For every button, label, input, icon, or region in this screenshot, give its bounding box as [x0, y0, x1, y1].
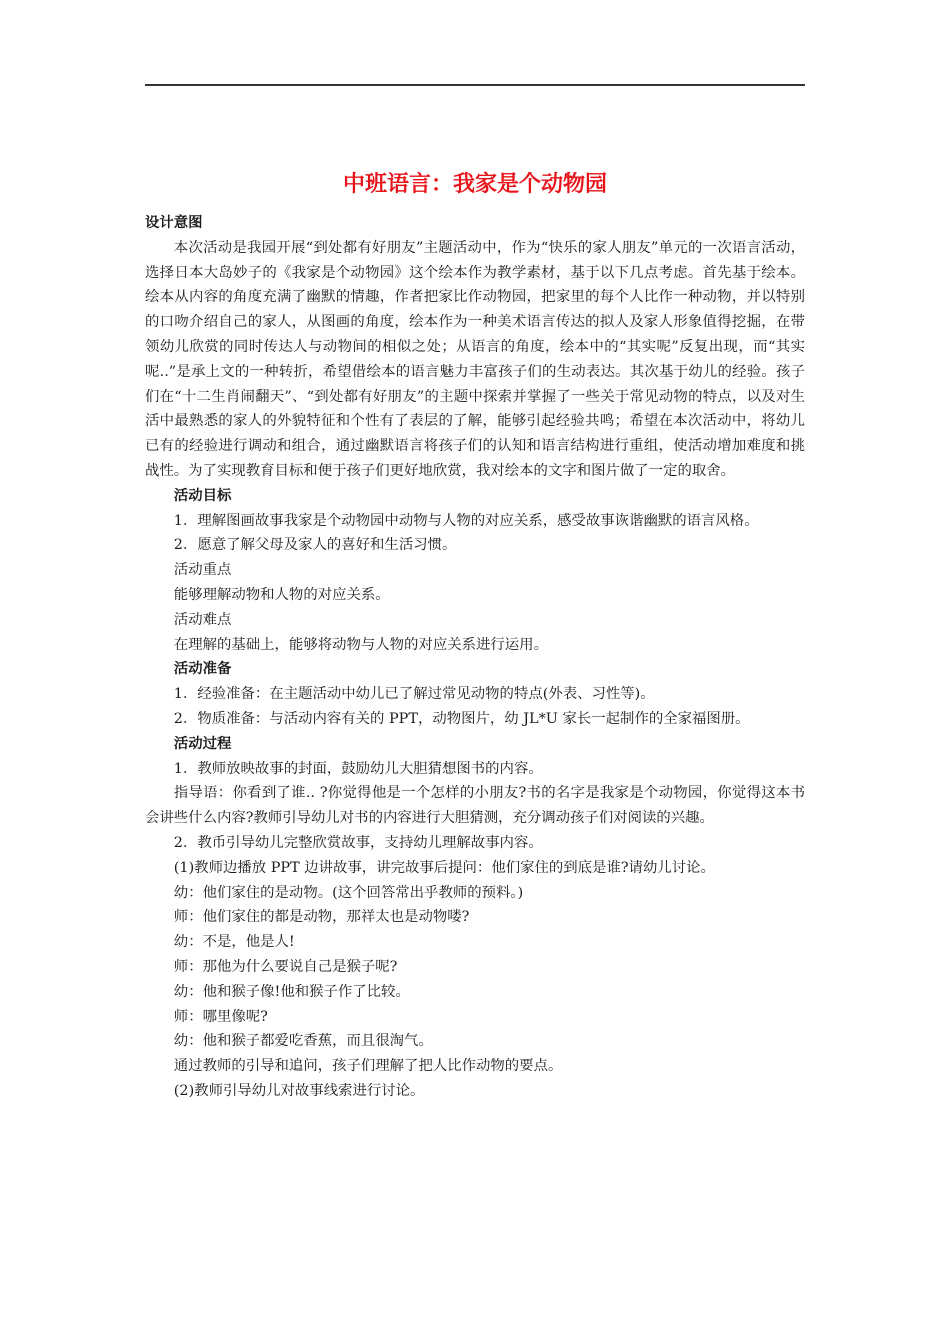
section-heading-focus: 活动重点: [173, 562, 232, 579]
process-substep-1: (1)教师边播放 PPT 边讲故事，讲完故事后提问：他们家住的到底是谁?请幼儿讨论。: [173, 859, 715, 876]
document-body: [145, 211, 805, 1104]
document-title: 中班语言：我家是个动物园: [342, 172, 607, 197]
summary-text: 通过教师的引导和追问，孩子们理解了把人比作动物的要点。: [173, 1058, 563, 1075]
dialogue-line: 幼：他和猴子都爱吃香蕉，而且很淘气。: [173, 1033, 433, 1050]
dialogue-line: 幼：不是，他是人!: [173, 934, 295, 951]
process-substep-2: (2)教师引导幼儿对故事线索进行讨论。: [173, 1082, 425, 1099]
section-heading-goals: 活动目标: [173, 486, 232, 504]
process-step-1: 1．教师放映故事的封面，鼓励幼儿大胆猜想图书的内容。: [173, 760, 543, 777]
goal-item-2: 2．愿意了解父母及家人的喜好和生活习惯。: [173, 537, 457, 554]
focus-text: 能够理解动物和人物的对应关系。: [173, 586, 390, 603]
dialogue-line: 师：他们家住的都是动物，那祥太也是动物喽?: [173, 909, 470, 926]
section-heading-preparation: 活动准备: [173, 660, 232, 678]
difficulty-text: 在理解的基础上，能够将动物与人物的对应关系进行运用。: [173, 636, 548, 653]
process-step-2: 2．教币引导幼儿完整欣赏故事，支持幼儿理解故事内容。: [173, 834, 543, 851]
header-rule: [145, 84, 805, 86]
section-heading-process: 活动过程: [173, 734, 232, 752]
dialogue-line: 幼：他们家住的是动物。(这个回答常出乎教师的预料。): [173, 884, 524, 901]
preparation-item-1: 1．经验准备：在主题活动中幼儿已了解过常见动物的特点(外表、习性等)。: [173, 686, 655, 703]
dialogue-line: 师：哪里像呢?: [173, 1008, 268, 1025]
guidance-text: 指导语：你看到了谁.. ?你觉得他是一个怎样的小朋友?书的名字是我家是个动物园，你觉得这本书会讲些什么内容?教师引导幼儿对书的内容进行大胆猜测，充分调动孩子们对阅读的兴趣。: [145, 785, 805, 827]
dialogue-line: 师：那他为什么要说自己是猴子呢?: [173, 958, 398, 975]
paragraph-design-intent: 本次活动是我园开展“到处都有好朋友”主题活动中，作为“快乐的家人朋友”单元的一次语言活动，选择日本大岛妙子的《我家是个动物园》这个绘本作为教学素材，基于以下几点考虑。首先基于绘本。绘本从内容的角度充满了幽默的情趣，作者把家比作动物园，把家里的每个人比作一种动物，并以特别的口吻介绍自己的家人，从图画的角度，绘本作为一种美术语言传达的拟人及家人形象值得挖掘，在带领幼儿欣赏的同时传达人与动物间的相似之处；从语言的角度，绘本中的“其实呢”反复出现，而“其实呢..”是承上文的一种转折，希望借绘本的语言魅力丰富孩子们的生动表达。其次基于幼儿的经验。孩子们在“十二生肖闹翻天”、“到处都有好朋友”的主题中探索并掌握了一些关于常见动物的特点，以及对生活中最熟悉的家人的外貌特征和个性有了表层的了解，能够引起经验共鸣；希望在本次活动中，将幼儿已有的经验进行调动和组合，通过幽默语言将孩子们的认知和语言结构进行重组，使活动增加难度和挑战性。为了实现教育目标和便于孩子们更好地欣赏，我对绘本的文字和图片做了一定的取舍。: [145, 239, 805, 479]
preparation-item-2: 2．物质准备：与活动内容有关的 PPT，动物图片，幼 JL*U 家长一起制作的全家福图册。: [173, 710, 750, 727]
section-heading-design-intent: 设计意图: [145, 214, 203, 231]
dialogue-line: 幼：他和猴子像!他和猴子作了比较。: [173, 983, 410, 1000]
goal-item-1: 1．理解图画故事我家是个动物园中动物与人物的对应关系，感受故事诙谐幽默的语言风格。: [173, 512, 759, 529]
section-heading-difficulty: 活动难点: [173, 611, 232, 628]
